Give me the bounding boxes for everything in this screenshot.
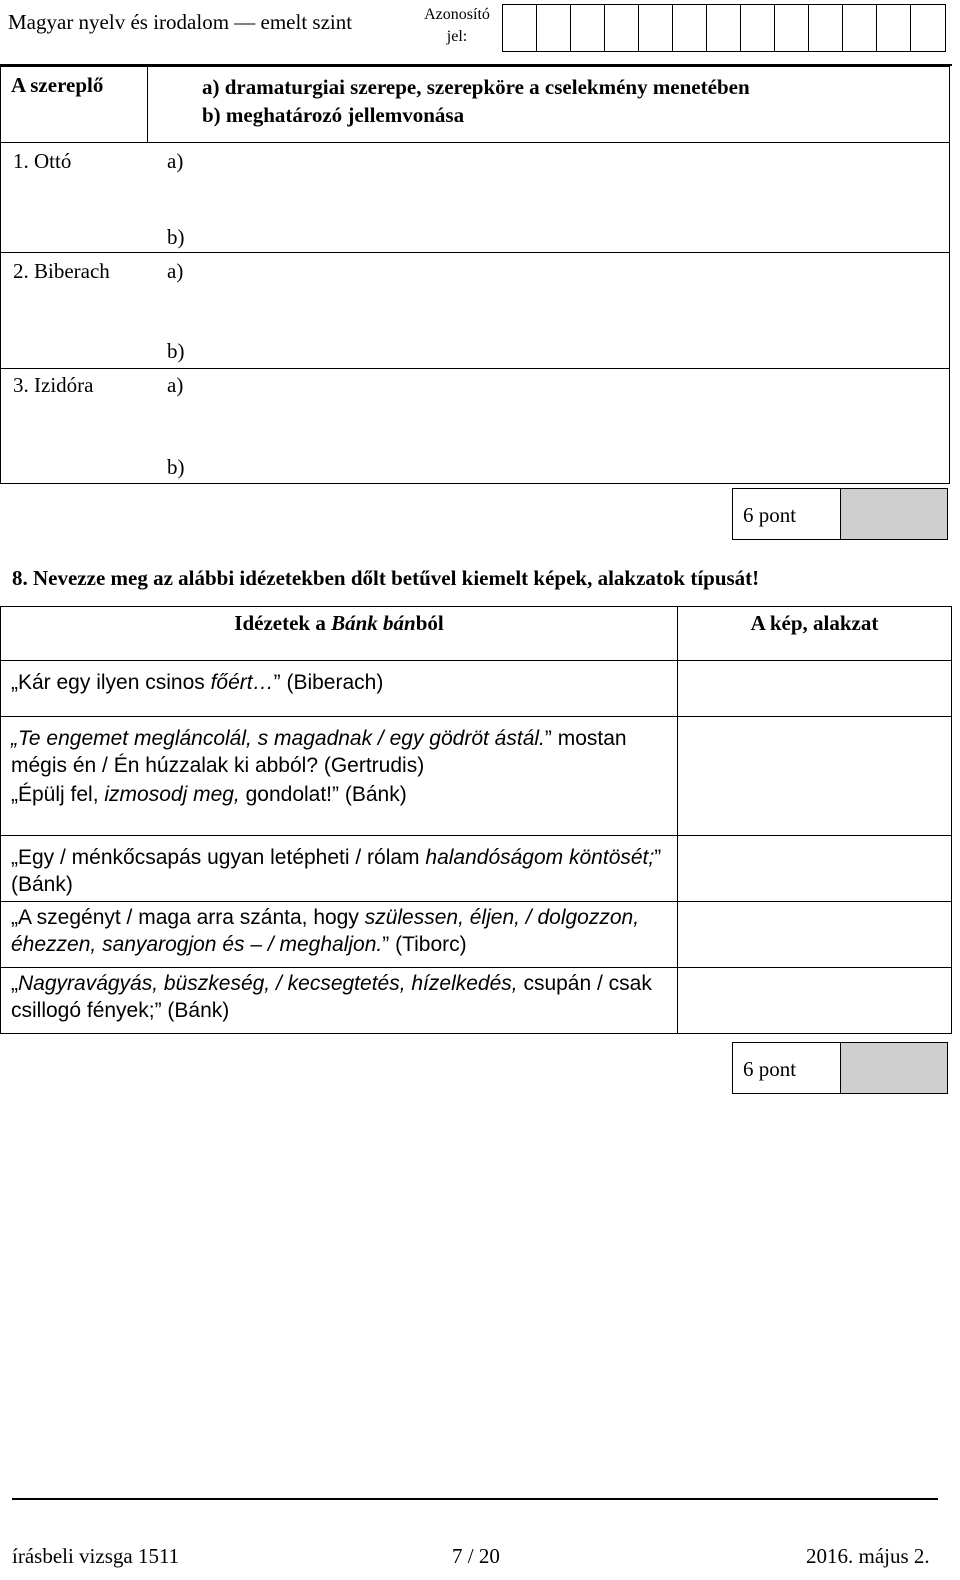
id-box[interactable] <box>605 5 639 51</box>
quote-1: „Kár egy ilyen csinos főért…” (Biberach) <box>1 661 678 717</box>
id-box[interactable] <box>673 5 707 51</box>
col1-header: A szereplő <box>11 73 104 97</box>
score-label: 6 pont <box>733 1043 841 1093</box>
score-field[interactable] <box>841 1043 947 1093</box>
type-header: A kép, alakzat <box>678 607 952 661</box>
score-box-1 <box>732 488 948 540</box>
answer-cell-3[interactable] <box>678 835 952 901</box>
id-box[interactable] <box>809 5 843 51</box>
id-label: Azonosító jel: <box>424 6 490 45</box>
id-box[interactable] <box>571 5 605 51</box>
row-b: b) <box>167 339 185 363</box>
row-name: 3. Izidóra <box>13 373 94 397</box>
row-name: 2. Biberach <box>13 259 110 283</box>
table-row <box>1 901 952 967</box>
row-b: b) <box>167 455 185 479</box>
id-box[interactable] <box>503 5 537 51</box>
quote-3: „Épülj fel, izmosodj meg, gondolat!” (Bánk) <box>1 779 678 835</box>
header-title: Magyar nyelv és irodalom — emelt szint <box>8 10 353 34</box>
question-8: 8. Nevezze meg az alábbi idézetekben dőlt betűvel kiemelt képek, alakzatok típusát! <box>12 566 760 590</box>
footer-exam: írásbeli vizsga 1511 <box>12 1544 180 1568</box>
footer-page: 7 / 20 <box>452 1544 500 1568</box>
quote-2: „Te engemet megláncolál, s magadnak / egy gödröt ástál.” mostan mégis én / Én húzzalak ki abból? (Gertrudis) <box>1 717 678 780</box>
quotes-table <box>0 606 952 1034</box>
id-box[interactable] <box>911 5 945 51</box>
score-box-2 <box>732 1042 948 1094</box>
answer-cell-2[interactable] <box>678 717 952 836</box>
row-name: 1. Ottó <box>13 149 72 173</box>
table-row <box>1 143 950 253</box>
quote-5: „A szegényt / maga arra szánta, hogy szülessen, éljen, / dolgozzon, éhezzen, sanyarogjon és – / meghaljon.” (Tiborc) <box>1 901 678 967</box>
table-row <box>1 661 952 717</box>
answer-cell-5[interactable] <box>678 967 952 1033</box>
id-box[interactable] <box>741 5 775 51</box>
table-row <box>1 835 952 901</box>
row-a: a) <box>167 149 184 173</box>
id-box[interactable] <box>877 5 911 51</box>
id-box[interactable] <box>843 5 877 51</box>
quote-4: „Egy / ménkőcsapás ugyan letépheti / rólam halandóságom köntösét;” (Bánk) <box>1 835 678 901</box>
score-label: 6 pont <box>733 489 841 539</box>
col2-header-a: a) dramaturgiai szerepe, szerepköre a cselekmény menetében <box>202 75 750 99</box>
answer-cell-4[interactable] <box>678 901 952 967</box>
id-box[interactable] <box>537 5 571 51</box>
id-box[interactable] <box>775 5 809 51</box>
table-row <box>1 369 950 484</box>
row-a: a) <box>167 373 184 397</box>
footer-date: 2016. május 2. <box>806 1544 930 1568</box>
table-row <box>1 967 952 1033</box>
table-row <box>1 717 952 780</box>
table-row <box>1 253 950 369</box>
row-b: b) <box>167 225 185 249</box>
footer-divider <box>12 1498 938 1500</box>
row-a: a) <box>167 259 184 283</box>
score-field[interactable] <box>841 489 947 539</box>
col2-header-b: b) meghatározó jellemvonása <box>202 103 465 127</box>
quotes-header: Idézetek a Bánk bánból <box>1 607 678 661</box>
id-boxes[interactable] <box>502 4 946 52</box>
character-table <box>0 66 950 484</box>
quote-6: „Nagyravágyás, büszkeség, / kecsegtetés, hízelkedés, csupán / csak csillogó fények;” (Bánk) <box>1 967 678 1033</box>
id-box[interactable] <box>639 5 673 51</box>
id-box[interactable] <box>707 5 741 51</box>
answer-cell-1[interactable] <box>678 661 952 717</box>
